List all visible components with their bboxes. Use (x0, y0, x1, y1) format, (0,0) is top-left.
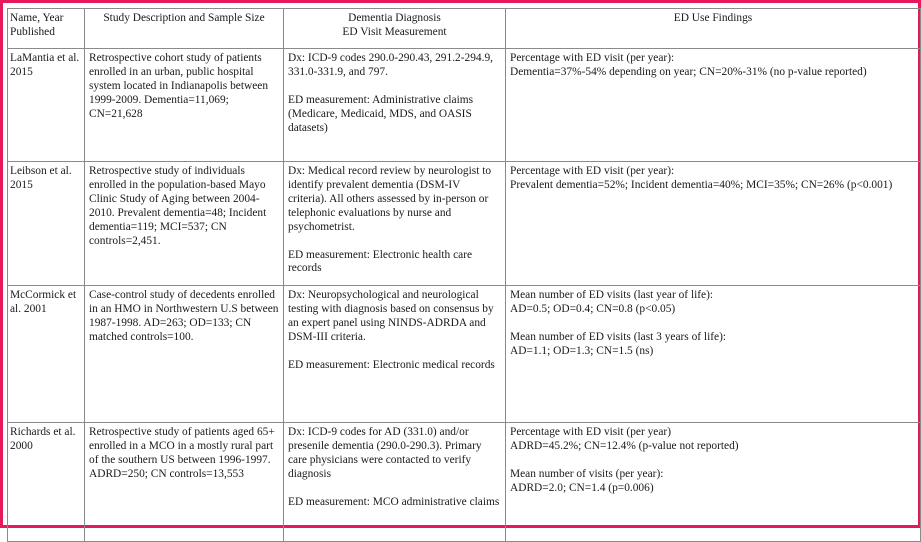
study-description: Retrospective study of patients aged 65+ enrolled in a MCO in a mostly rural part of the southern US between 1996-1997. ADRD=250; CN controls=13,553 (85, 423, 284, 542)
study-name: McCormick et al. 2001 (8, 286, 85, 423)
diagnosis-cell (284, 423, 506, 542)
header-findings (506, 9, 921, 49)
table-row (8, 286, 921, 423)
diagnosis-cell (284, 162, 506, 286)
spacer (510, 454, 916, 468)
spacer (288, 482, 501, 496)
findings-result: Prevalent dementia=52%; Incident dementia=40%; MCI=35%; CN=26% (p<0.001) (510, 178, 893, 191)
header-row (8, 9, 921, 49)
measurement-text: ED measurement: Electronic health care records (288, 248, 473, 275)
header-findings-label: ED Use Findings (673, 12, 753, 24)
study-name: Leibson et al. 2015 (8, 162, 85, 286)
study-name: Richards et al. 2000 (8, 423, 85, 542)
header-description (85, 9, 284, 49)
findings-result: AD=0.5; OD=0.4; CN=0.8 (p<0.05) (510, 302, 676, 315)
findings-cell (506, 423, 921, 542)
findings-result-2: ADRD=2.0; CN=1.4 (p=0.006) (510, 481, 654, 494)
header-name-year (8, 9, 85, 49)
findings-cell (506, 49, 921, 162)
findings-heading-2: Mean number of ED visits (last 3 years of life): (510, 330, 727, 343)
spacer (288, 235, 501, 249)
header-description-label: Study Description and Sample Size (103, 12, 265, 24)
header-name-line2: Published (10, 25, 55, 38)
header-diagnosis-line2: ED Visit Measurement (342, 25, 447, 38)
findings-heading: Percentage with ED visit (per year) (510, 426, 671, 438)
findings-result: ADRD=45.2%; CN=12.4% (p-value not reported) (510, 439, 739, 452)
findings-heading: Mean number of ED visits (last year of life): (510, 289, 714, 301)
spacer (288, 80, 501, 94)
findings-cell (506, 286, 921, 423)
findings-heading: Percentage with ED visit (per year): (510, 165, 675, 177)
header-diagnosis (284, 9, 506, 49)
study-description: Retrospective cohort study of patients enrolled in an urban, public hospital system located in Indianapolis between 1999-2009. Dementia=11,069; CN=21,628 (85, 49, 284, 162)
diagnosis-text: Dx: ICD-9 codes for AD (331.0) and/or presenile dementia (290.0-290.3). Primary care physicians were contacted to verify diagnosis (288, 426, 482, 480)
table-row (8, 423, 921, 542)
table-row (8, 162, 921, 286)
spacer (510, 317, 916, 331)
study-name: LaMantia et al. 2015 (8, 49, 85, 162)
measurement-text: ED measurement: Electronic medical records (288, 358, 495, 371)
diagnosis-cell (284, 49, 506, 162)
findings-heading: Percentage with ED visit (per year): (510, 52, 675, 64)
study-description: Case-control study of decedents enrolled in an HMO in Northwestern U.S between 1987-1998. AD=263; OD=133; CN matched controls=100. (85, 286, 284, 423)
spacer (288, 345, 501, 359)
diagnosis-text: Dx: Neuropsychological and neurological testing with diagnosis based on consensus by an expert panel using NINDS-ADRDA and DSM-III criteria. (288, 289, 494, 343)
findings-heading-2: Mean number of visits (per year): (510, 467, 664, 480)
table-row (8, 49, 921, 162)
findings-result-2: AD=1.1; OD=1.3; CN=1.5 (ns) (510, 344, 654, 357)
measurement-text: ED measurement: Administrative claims (Medicare, Medicaid, MDS, and OASIS datasets) (288, 93, 474, 134)
diagnosis-text: Dx: Medical record review by neurologist to identify prevalent dementia (DSM-IV criteria). All others assessed by in-person or telephonic evaluations by nurse and psychometrist. (288, 165, 492, 233)
diagnosis-text: Dx: ICD-9 codes 290.0-290.43, 291.2-294.9, 331.0-331.9, and 797. (288, 52, 494, 78)
study-description: Retrospective study of individuals enrolled in the population-based Mayo Clinic Study of Aging between 2004-2010. Prevalent dementia=48; Incident dementia=119; MCI=537; CN controls=2,451. (85, 162, 284, 286)
measurement-text: ED measurement: MCO administrative claims (288, 495, 500, 508)
findings-cell (506, 162, 921, 286)
studies-table (7, 8, 921, 542)
header-diagnosis-line1: Dementia Diagnosis (348, 12, 441, 24)
header-name-line1: Name, Year (10, 12, 64, 24)
diagnosis-cell (284, 286, 506, 423)
findings-result: Dementia=37%-54% depending on year; CN=20%-31% (no p-value reported) (510, 65, 867, 78)
